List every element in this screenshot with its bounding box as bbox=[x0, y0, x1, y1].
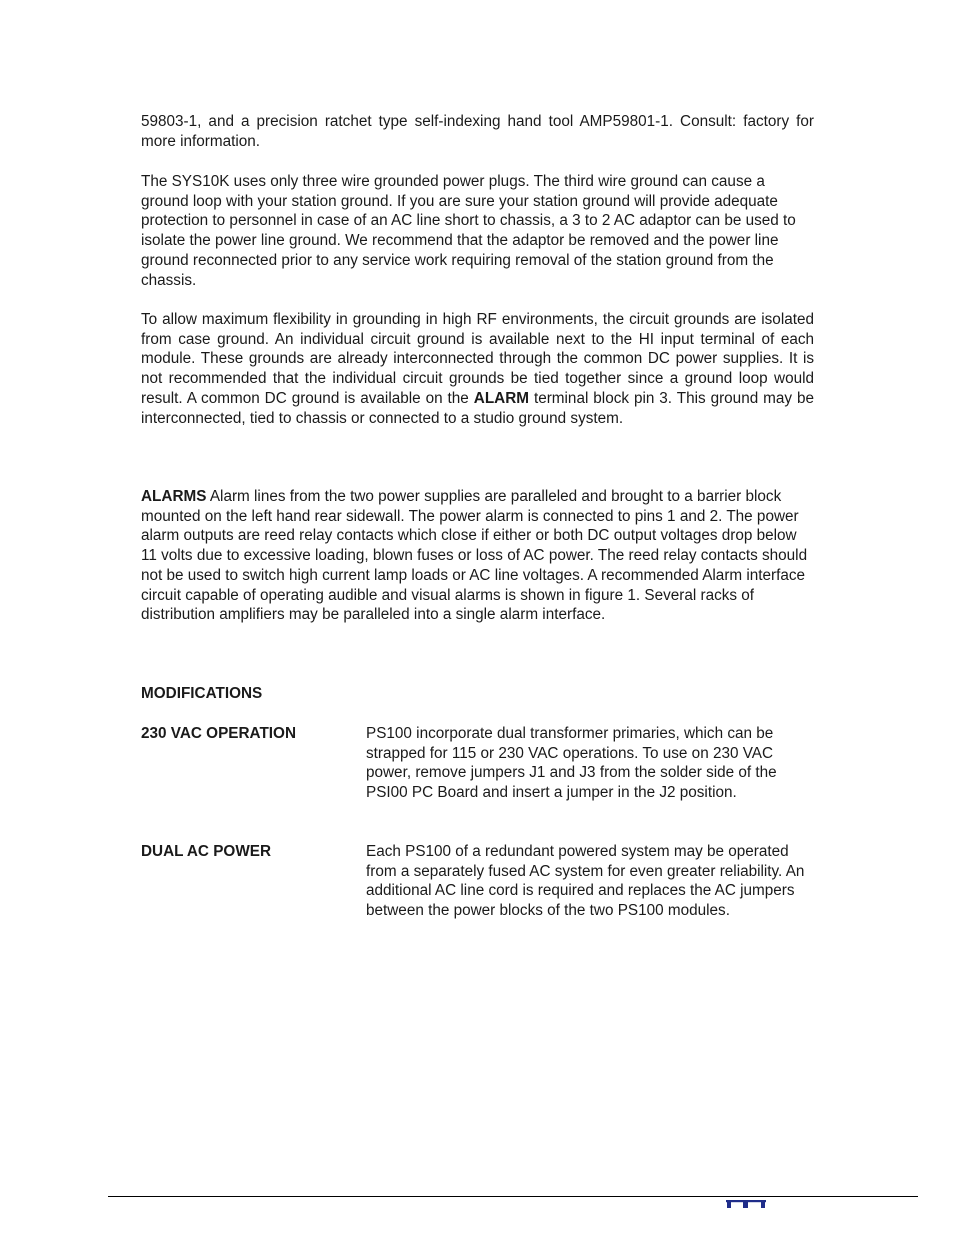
alarms-title: ALARMS bbox=[141, 488, 207, 505]
paragraph-ground-plugs: The SYS10K uses only three wire grounded power plugs. The third wire ground can cause a ground loop with your station ground. If you are sure your station ground will provide adequate protection to personnel in case of an AC line short to chassis, a 3 to 2 AC adaptor can be used to isolate the power line ground. We recommend that the adaptor be removed and the power line ground reconnected prior to any service work requiring removal of the station ground from the chassis. bbox=[141, 173, 796, 289]
modification-text-dual-ac: Each PS100 of a redundant powered system may be operated from a separately fused AC system for even greater reliability. An additional AC line cord is required and replaces the AC jumpers between the power blocks of the two PS100 modules. bbox=[366, 843, 805, 920]
alarms-text: Alarm lines from the two power supplies are paralleled and brought to a barrier block mounted on the left hand rear sidewall. The power alarm is connected to pins 1 and 2. The power alarm outputs are reed relay contacts which close if either or both DC output voltages drop below 11 volts due to excessive loading, blown fuses or loss of AC power. The reed relay contacts should not be used to switch high current lamp loads or AC line voltages. A recommended Alarm interface circuit capable of operating audible and visual alarms is shown in figure 1. Several racks of distribution amplifiers may be paralleled into a single alarm interface. bbox=[141, 488, 808, 624]
modifications-heading: MODIFICATIONS bbox=[141, 685, 263, 702]
circuit-grounds-text-end: terminal block pin 3. This ground may be interconnected, tied to chassis or connected to a studio ground system. bbox=[141, 389, 815, 427]
alarm-term: ALARM bbox=[473, 389, 529, 407]
circuit-grounds-text: To allow maximum flexibility in grounding in high RF environments, the circuit grounds are isolated from case ground. An individual circuit ground is available next to the HI input terminal of each module. These grounds are already interconnected through the common DC power supplies. It is not recommended that the individual circuit grounds be tied together since a ground loop would result. A common DC ground is available on the bbox=[141, 311, 814, 407]
footer-rule bbox=[108, 1196, 918, 1197]
company-logo-icon bbox=[726, 1200, 766, 1208]
paragraph-alarms bbox=[141, 487, 814, 625]
modification-label-dual-ac: DUAL AC POWER bbox=[141, 843, 272, 860]
modification-text-230vac: PS100 incorporate dual transformer primaries, which can be strapped for 115 or 230 VAC operations. To use on 230 VAC power, remove jumpers J1 and J3 from the solder side of the PSI00 PC Board and insert a jumper in the J2 position. bbox=[366, 725, 777, 802]
paragraph-circuit-grounds bbox=[141, 310, 814, 428]
paragraph-hand-tool: 59803-1, and a precision ratchet type self-indexing hand tool AMP59801-1. Consult: factory for more information. bbox=[141, 113, 814, 150]
modification-label-230vac: 230 VAC OPERATION bbox=[141, 725, 296, 742]
